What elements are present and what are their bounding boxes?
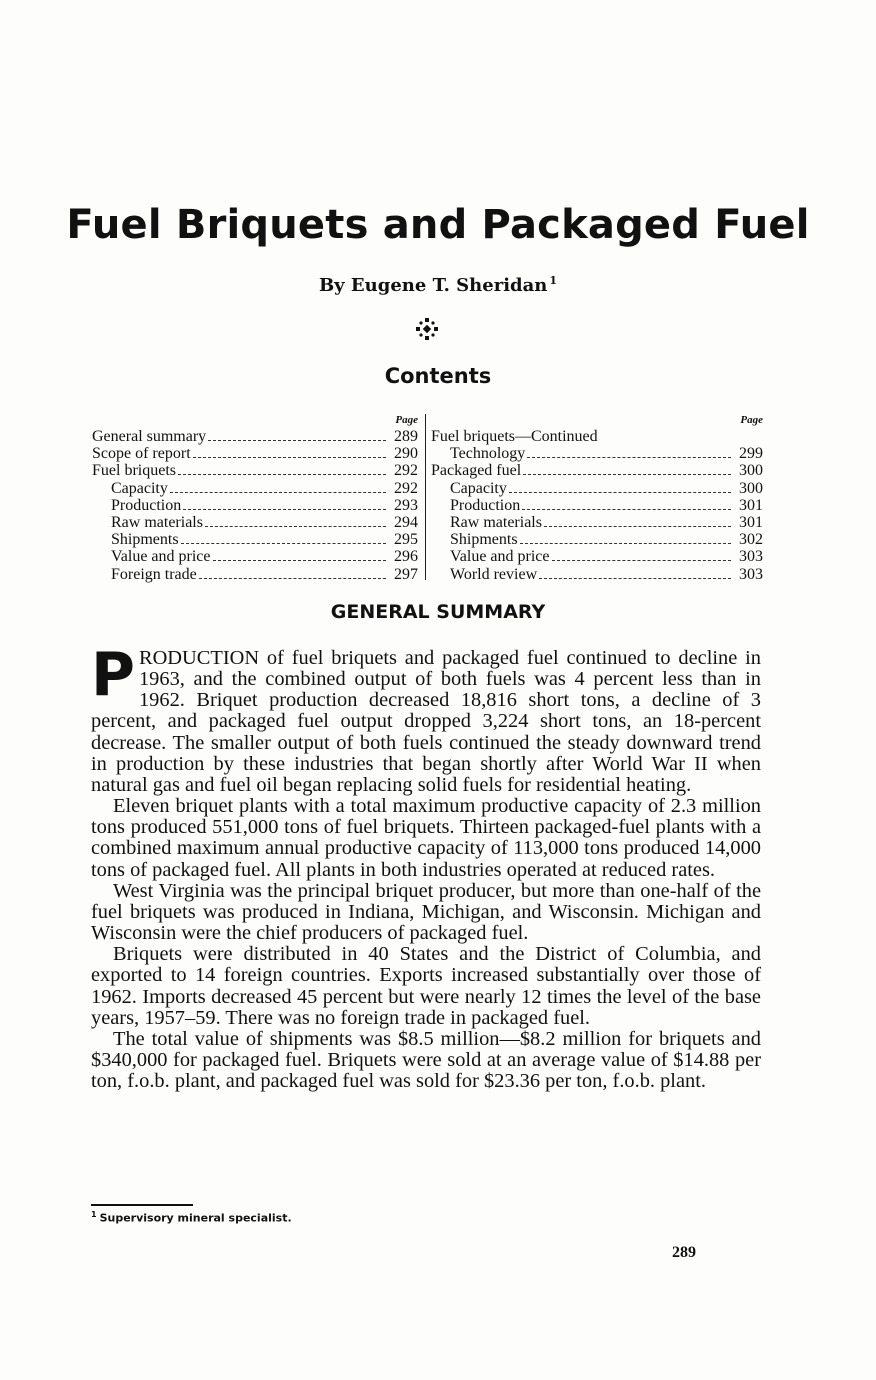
toc-entry-label: Technology bbox=[450, 445, 526, 463]
toc-leader bbox=[213, 560, 386, 561]
toc-entry-page: 303 bbox=[739, 548, 763, 566]
toc-entry-page: 293 bbox=[394, 496, 418, 514]
toc-entry bbox=[431, 497, 763, 514]
footnote-rule bbox=[91, 1204, 193, 1206]
toc-entry-page: 290 bbox=[394, 445, 418, 463]
toc-entry-page: 295 bbox=[394, 531, 418, 549]
toc-entry bbox=[92, 566, 418, 583]
toc-entry-label: Foreign trade bbox=[111, 565, 197, 583]
toc-entry bbox=[431, 480, 763, 497]
toc-entry-page: 300 bbox=[739, 462, 763, 480]
toc-leader bbox=[183, 509, 386, 510]
toc-entry-label: Scope of report bbox=[92, 445, 191, 463]
toc-leader bbox=[522, 509, 731, 510]
footnote-mark: 1 bbox=[91, 1210, 97, 1219]
toc-entry-label: Packaged fuel bbox=[431, 462, 522, 480]
toc-entry bbox=[431, 462, 763, 479]
toc-entry bbox=[92, 514, 418, 531]
contents-right-column bbox=[431, 412, 763, 583]
toc-entry-page: 302 bbox=[739, 531, 763, 549]
toc-entry-page: 301 bbox=[739, 514, 763, 532]
toc-entry bbox=[431, 445, 763, 462]
toc-entry bbox=[92, 428, 418, 445]
toc-entry-label: Value and price bbox=[450, 548, 550, 566]
toc-entry-label: Capacity bbox=[450, 479, 507, 497]
toc-entry bbox=[431, 566, 763, 583]
toc-entry-label: Shipments bbox=[111, 531, 179, 549]
toc-entry-page: 292 bbox=[394, 479, 418, 497]
toc-leader bbox=[509, 492, 731, 493]
toc-leader bbox=[205, 526, 386, 527]
toc-leader bbox=[170, 492, 386, 493]
toc-entry-page: 296 bbox=[394, 548, 418, 566]
toc-entry bbox=[431, 428, 763, 445]
toc-entry bbox=[92, 480, 418, 497]
contents-heading: Contents bbox=[384, 364, 492, 388]
toc-entry-label: World review bbox=[450, 565, 538, 583]
toc-entry bbox=[92, 548, 418, 565]
footnote-text: Supervisory mineral specialist. bbox=[99, 1211, 292, 1225]
toc-entry-label: General summary bbox=[92, 428, 207, 445]
author-name: Eugene T. Sheridan bbox=[350, 275, 548, 296]
contents-left-column bbox=[92, 412, 418, 583]
toc-leader bbox=[552, 560, 731, 561]
toc-entry-page: 292 bbox=[394, 462, 418, 480]
page-title: Fuel Briquets and Packaged Fuel bbox=[66, 202, 810, 248]
toc-entry-label: Value and price bbox=[111, 548, 211, 566]
page-column-label: Page bbox=[395, 414, 418, 426]
paragraph: Briquets were distributed in 40 States and the District of Columbia, and exported to 14 foreign countries. Exports increased substantially over those of 1962. Imports decreased 45 percent but were nearly 12 times the level of the base years, 1957–59. There was no foreign trade in packaged fuel. bbox=[91, 943, 761, 1029]
toc-entry bbox=[92, 445, 418, 462]
toc-entry-label: Shipments bbox=[450, 531, 518, 549]
toc-leader bbox=[193, 457, 386, 458]
toc-leader bbox=[178, 474, 386, 475]
contents-divider bbox=[425, 414, 426, 580]
toc-leader bbox=[544, 526, 731, 527]
toc-entry-label: Capacity bbox=[111, 479, 168, 497]
toc-entry-label: Fuel briquets—Continued bbox=[431, 428, 598, 445]
toc-entry bbox=[431, 531, 763, 548]
toc-entry-label: Raw materials bbox=[450, 514, 542, 532]
toc-entry-label: Production bbox=[111, 496, 182, 514]
section-heading: GENERAL SUMMARY bbox=[330, 601, 546, 623]
toc-leader bbox=[520, 543, 731, 544]
byline bbox=[0, 274, 876, 296]
article-body bbox=[91, 640, 761, 1093]
toc-leader bbox=[539, 578, 731, 579]
toc-entry-label: Raw materials bbox=[111, 514, 203, 532]
toc-entry-page: 299 bbox=[739, 445, 763, 463]
paragraph: The total value of shipments was $8.5 million—$8.2 million for briquets and $340,000 for packaged fuel. Briquets were sold at an average value of $14.88 per ton, f.o.b. plant, and packaged fuel was sold for $23.36 per ton, f.o.b. plant. bbox=[91, 1027, 761, 1093]
footnote bbox=[91, 1210, 292, 1225]
paragraph: Eleven briquet plants with a total maximum productive capacity of 2.3 million tons produced 551,000 tons of fuel briquets. Thirteen packaged-fuel plants with a combined maximum annual productive capacity of 113,000 tons produced 14,000 tons of packaged fuel. All plants in both industries operated at reduced rates. bbox=[91, 795, 761, 881]
toc-entry-page: 303 bbox=[739, 565, 763, 583]
toc-leader bbox=[523, 474, 731, 475]
toc-entry bbox=[92, 531, 418, 548]
toc-entry-page: 289 bbox=[394, 428, 418, 445]
toc-entry bbox=[92, 497, 418, 514]
toc-leader bbox=[199, 578, 386, 579]
drop-cap: P bbox=[91, 640, 135, 710]
toc-entry bbox=[431, 548, 763, 565]
toc-entry-page: 300 bbox=[739, 479, 763, 497]
toc-leader bbox=[181, 543, 386, 544]
page-number: 289 bbox=[672, 1244, 696, 1261]
toc-entry-page: 297 bbox=[394, 565, 418, 583]
paragraph: West Virginia was the principal briquet producer, but more than one-half of the fuel briquets was produced in Indiana, Michigan, and Wisconsin. Michigan and Wisconsin were the chief producers of packaged fuel. bbox=[91, 879, 761, 945]
toc-entry bbox=[431, 514, 763, 531]
toc-entry-label: Fuel briquets bbox=[92, 462, 176, 480]
toc-entry bbox=[92, 462, 418, 479]
page-column-label: Page bbox=[740, 414, 763, 426]
toc-leader bbox=[208, 440, 386, 441]
toc-entry-label: Production bbox=[450, 496, 521, 514]
toc-leader bbox=[527, 457, 731, 458]
author-footnote-mark: 1 bbox=[549, 274, 558, 287]
byline-prefix: By bbox=[318, 275, 345, 296]
toc-entry-page: 301 bbox=[739, 496, 763, 514]
ornament-icon bbox=[416, 318, 438, 340]
paragraph: PRODUCTION of fuel briquets and packaged fuel continued to decline in 1963, and the combined output of both fuels was 4 percent less than in 1962. Briquet production decreased 18,816 short tons, a decline of 3 percent, and packaged fuel output dropped 3,224 short tons, an 18-percent decrease. The smaller output of both fuels continued the steady downward trend in production by these industries that began shortly after World War II when natural gas and fuel oil began replacing solid fuels for residential heating. bbox=[91, 640, 761, 796]
toc-entry-page: 294 bbox=[394, 514, 418, 532]
